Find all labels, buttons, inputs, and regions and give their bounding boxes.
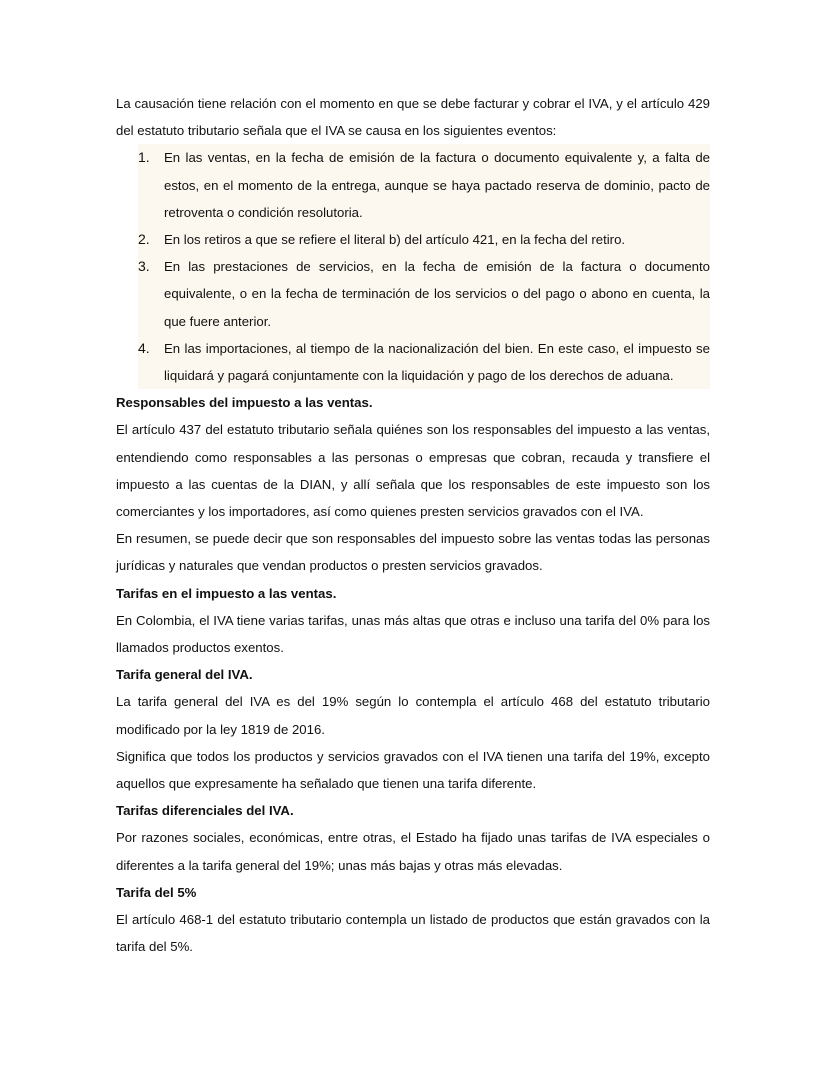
responsables-paragraph-1: El artículo 437 del estatuto tributario señala quiénes son los responsables del impuesto a las ventas, entendiendo como responsables a las personas o empresas que cobran, recauda y transfiere el impuesto a las cuentas de la DIAN, y allí señala que los responsables de este impuesto son los comerciantes y los importadores, así como quienes presten servicios gravados con el IVA. — [116, 422, 710, 520]
list-item — [138, 226, 710, 253]
list-item-text: En las importaciones, al tiempo de la nacionalización del bien. En este caso, el impuesto se liquidará y pagará conjuntamente con la liquidación y pago de los derechos de aduana. — [164, 340, 710, 384]
responsables-paragraph-2: En resumen, se puede decir que son responsables del impuesto sobre las ventas todas las personas jurídicas y naturales que vendan productos o presten servicios gravados. — [116, 531, 710, 574]
tarifas-paragraph: En Colombia, el IVA tiene varias tarifas, unas más altas que otras e incluso una tarifa del 0% para los llamados productos exentos. — [116, 612, 710, 656]
events-list — [138, 144, 710, 389]
list-item — [138, 335, 710, 389]
heading-responsables: Responsables del impuesto a las ventas. — [116, 395, 373, 411]
heading-tarifas: Tarifas en el impuesto a las ventas. — [116, 585, 337, 601]
tarifa-general-paragraph-2: Significa que todos los productos y servicios gravados con el IVA tienen una tarifa del 19%, excepto aquellos que expresamente ha señalado que tienen una tarifa diferente. — [116, 748, 710, 792]
tarifa-5-paragraph: El artículo 468-1 del estatuto tributario contempla un listado de productos que están gravados con la tarifa del 5%. — [116, 912, 710, 955]
intro-paragraph: La causación tiene relación con el momento en que se debe facturar y cobrar el IVA, y el artículo 429 del estatuto tributario señala que el IVA se causa en los siguientes eventos: — [116, 96, 710, 139]
heading-tarifa-general: Tarifa general del IVA. — [116, 667, 253, 683]
list-number: 3. — [138, 258, 150, 275]
tarifa-general-paragraph-1: La tarifa general del IVA es del 19% según lo contempla el artículo 468 del estatuto tributario modificado por la ley 1819 de 2016. — [116, 694, 710, 737]
list-item-text: En las ventas, en la fecha de emisión de la factura o documento equivalente y, a falta de estos, en el momento de la entrega, aunque se haya pactado reserva de dominio, pacto de retroventa o condición resolutoria. — [164, 150, 710, 220]
heading-tarifas-diferenciales: Tarifas diferenciales del IVA. — [116, 803, 294, 819]
list-item — [138, 144, 710, 226]
events-list-container — [138, 144, 710, 389]
document-page — [116, 90, 710, 961]
list-item-text: En las prestaciones de servicios, en la fecha de emisión de la factura o documento equivalente, o en la fecha de terminación de los servicios o del pago o abono en cuenta, la que fuere anterior. — [164, 259, 710, 329]
list-number: 4. — [138, 339, 150, 356]
list-item — [138, 253, 710, 335]
list-item-text: En los retiros a que se refiere el literal b) del artículo 421, en la fecha del retiro. — [164, 232, 626, 248]
list-number: 2. — [138, 231, 150, 248]
list-number: 1. — [138, 149, 150, 166]
tarifas-diferenciales-paragraph: Por razones sociales, económicas, entre otras, el Estado ha fijado unas tarifas de IVA especiales o diferentes a la tarifa general del 19%; unas más bajas y otras más elevadas. — [116, 830, 710, 873]
heading-tarifa-5: Tarifa del 5% — [116, 884, 197, 900]
